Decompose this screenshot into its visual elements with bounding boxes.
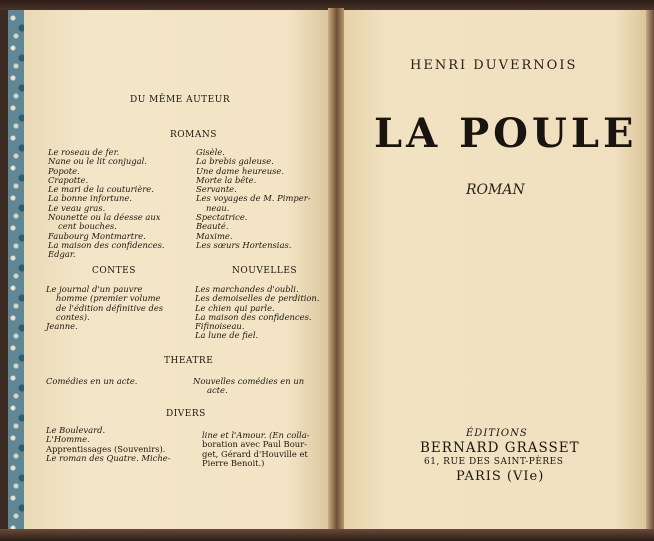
list-item: cent bouches. (58, 221, 117, 232)
du-meme-auteur-heading: DU MÊME AUTEUR (130, 95, 231, 105)
divers-heading: DIVERS (166, 409, 206, 419)
list-item: Comédies en un acte. (46, 376, 138, 386)
list-item: Nounette ou la déesse aux (48, 212, 161, 223)
book-title: LA POULE (374, 110, 638, 157)
list-item: Les voyages de M. Pimper- (196, 193, 311, 204)
background-bottom (0, 529, 654, 541)
list-item: Jeanne. (46, 321, 78, 332)
list-item: Les sœurs Hortensias. (196, 239, 292, 250)
list-item: Les demoiselles de perdition. (195, 293, 320, 304)
list-item: Popote. (48, 165, 80, 176)
theatre-list-col1 (46, 377, 137, 386)
nouvelles-list (195, 285, 319, 341)
list-item: acte. (207, 385, 228, 396)
list-item: Le mari de la couturière. (48, 184, 154, 195)
romans-heading: ROMANS (170, 130, 217, 140)
publisher-address: 61, RUE DES SAINT-PÈRES (424, 457, 564, 467)
list-item: Le roman des Quatre. Miche- (46, 452, 171, 463)
list-item: Le chien qui parle. (195, 302, 275, 313)
list-item: contes). (56, 311, 90, 322)
divers-list-col1 (46, 426, 171, 463)
list-item: Beauté. (196, 221, 229, 232)
list-item: La brebis galeuse. (196, 156, 274, 167)
theatre-heading: THEATRE (164, 356, 214, 366)
list-item: line et l'Amour. (En colla- (202, 430, 310, 440)
publisher-name: BERNARD GRASSET (420, 440, 580, 456)
nouvelles-heading: NOUVELLES (232, 266, 298, 276)
list-item: La maison des confidences. (48, 239, 165, 250)
list-item: Nouvelles comédies en un (193, 376, 305, 386)
list-item: get, Gérard d'Houville et (202, 448, 308, 459)
romans-list-col2 (196, 148, 311, 250)
list-item: Le roseau de fer. (48, 147, 120, 157)
list-item: La lune de fiel. (195, 330, 259, 341)
list-item: Le Boulevard. (46, 425, 106, 435)
list-item: Pierre Benoit.) (202, 457, 265, 468)
list-item: Servante. (196, 184, 237, 195)
list-item: Faubourg Montmartre. (48, 230, 146, 241)
theatre-list-col2 (193, 377, 304, 396)
list-item: Fifinoiseau. (195, 321, 245, 332)
list-item: Morte la bête. (196, 174, 257, 185)
list-item: Gisèle. (196, 147, 225, 157)
genre-label: ROMAN (466, 182, 525, 198)
list-item: Crapotte. (48, 174, 89, 185)
romans-list-col1 (48, 148, 165, 260)
list-item: Les marchandes d'oubli. (195, 284, 299, 294)
author-name: HENRI DUVERNOIS (410, 58, 578, 73)
background-top (0, 0, 654, 10)
contes-list (46, 285, 163, 331)
contes-heading: CONTES (92, 266, 136, 276)
list-item: Nane ou le lit conjugal. (48, 156, 147, 167)
list-item: Spectatrice. (196, 212, 248, 223)
publisher-city: PARIS (VIe) (456, 469, 545, 484)
list-item: La maison des confidences. (195, 311, 312, 322)
list-item: La bonne infortune. (48, 193, 133, 204)
list-item: boration avec Paul Bour- (202, 439, 307, 450)
book-gutter (328, 8, 344, 531)
list-item: Le veau gras. (48, 202, 106, 213)
list-item: Maxime. (196, 230, 233, 241)
list-item: Apprentissages (Souvenirs). (46, 443, 166, 454)
list-item: Edgar. (48, 249, 76, 260)
list-item: Le journal d'un pauvre (46, 284, 143, 294)
list-item: L'Homme. (46, 434, 90, 445)
page-edge (646, 10, 654, 529)
list-item: homme (premier volume (56, 293, 161, 304)
list-item: Une dame heureuse. (196, 165, 284, 176)
divers-list-col2 (202, 431, 310, 468)
list-item: de l'édition définitive des (56, 302, 164, 313)
publisher-editions: ÉDITIONS (466, 428, 528, 439)
list-item: neau. (206, 202, 230, 213)
